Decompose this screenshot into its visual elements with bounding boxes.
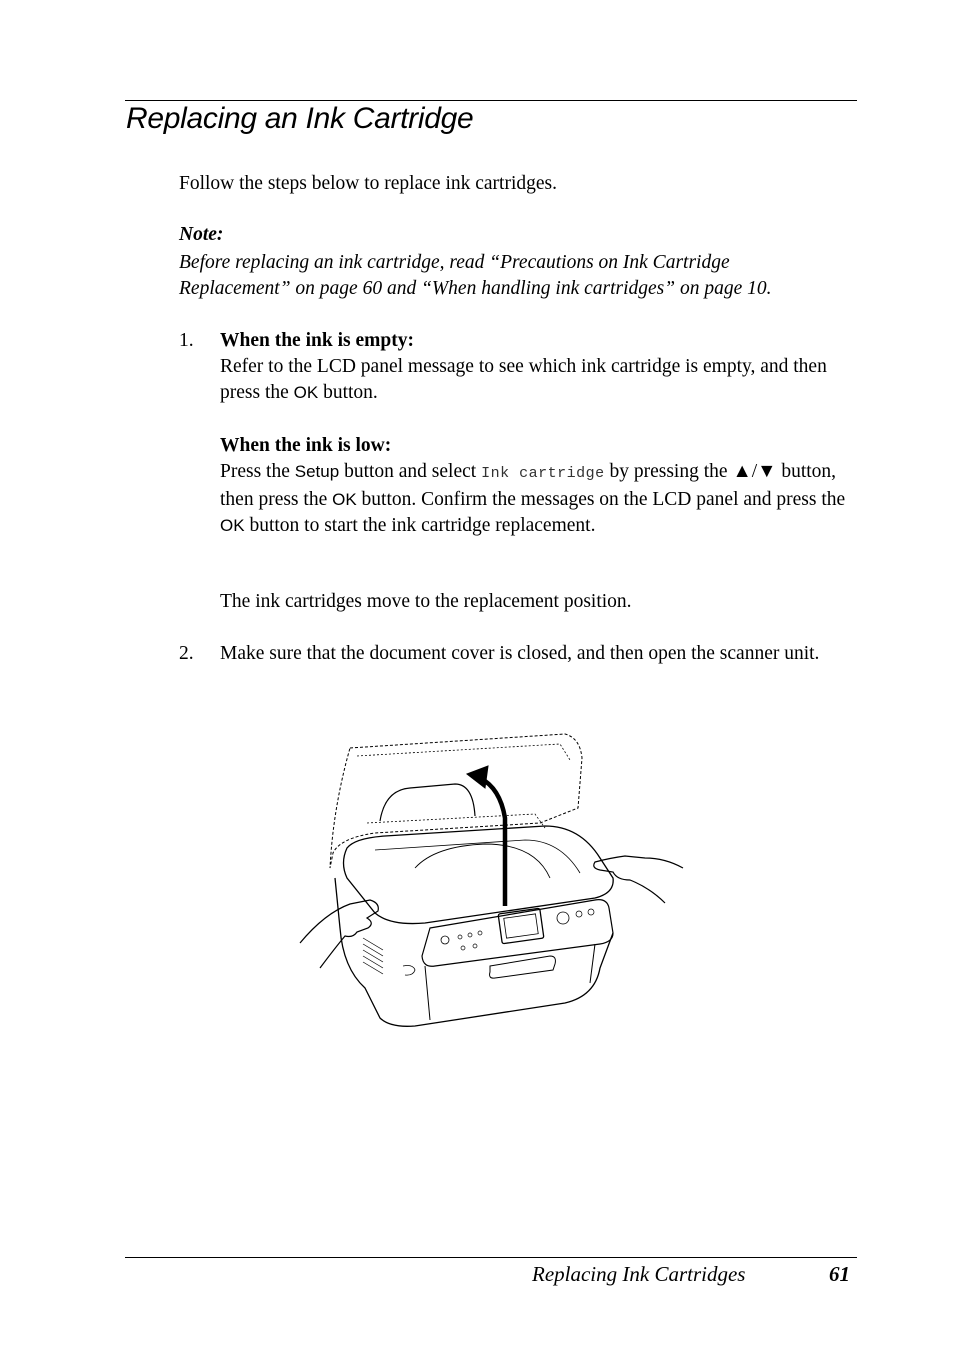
note-label: Note: <box>179 224 224 245</box>
output-tray <box>490 956 556 978</box>
printer-scanner-illustration <box>295 728 690 1033</box>
step-2-text: Make sure that the document cover is closed, and then open the scanner unit. <box>220 643 820 664</box>
scanner-body-top <box>344 826 614 924</box>
step-1-empty <box>220 328 860 406</box>
empty-heading: When the ink is empty: <box>220 330 414 351</box>
note-line-1: Before replacing an ink cartridge, read “Precautions on Ink Cartridge <box>179 252 730 273</box>
intro-text: Follow the steps below to replace ink cartridges. <box>179 173 557 194</box>
header-rule <box>125 100 857 101</box>
empty-text-a: Refer to the LCD panel message to see which ink cartridge is empty, and then press the <box>220 356 827 403</box>
page-title: Replacing an Ink Cartridge <box>126 102 474 135</box>
arrow-buttons-label: ▲/▼ <box>732 461 777 482</box>
ok-button-label-3: OK <box>220 516 245 535</box>
low-heading: When the ink is low: <box>220 435 392 456</box>
lift-arrow-head <box>467 766 488 788</box>
lcd-menu-item: Ink cartridge <box>481 465 605 482</box>
note-line-2: Replacement” on page 60 and “When handling ink cartridges” on page 10. <box>179 278 772 299</box>
empty-text-b: button. <box>318 382 378 403</box>
scanner-lid-outline <box>330 734 582 868</box>
footer-section-title: Replacing Ink Cartridges <box>532 1262 746 1286</box>
step-2-number: 2. <box>179 643 194 664</box>
low-text-e: button. Confirm the messages on the LCD panel and press the <box>356 489 846 510</box>
footer-rule <box>125 1257 857 1258</box>
setup-button-label: Setup <box>294 462 340 481</box>
low-text-f: button to start the ink cartridge replacement. <box>244 515 596 536</box>
note-text <box>179 250 859 302</box>
low-text-c: by pressing the <box>604 461 733 482</box>
ok-button-label-2: OK <box>332 490 357 509</box>
low-text-d: button, then press the <box>220 461 837 510</box>
low-text-b: button and select <box>339 461 482 482</box>
right-hand <box>594 856 683 903</box>
step-1-move-text: The ink cartridges move to the replacement position. <box>220 591 632 612</box>
step-1-number: 1. <box>179 330 194 351</box>
page-number: 61 <box>829 1262 850 1286</box>
step-1-low <box>220 433 858 539</box>
lid-inner-dashed <box>357 744 570 760</box>
ok-button-label: OK <box>293 383 319 402</box>
low-text-a: Press the <box>220 461 295 482</box>
paper-support <box>380 784 475 821</box>
